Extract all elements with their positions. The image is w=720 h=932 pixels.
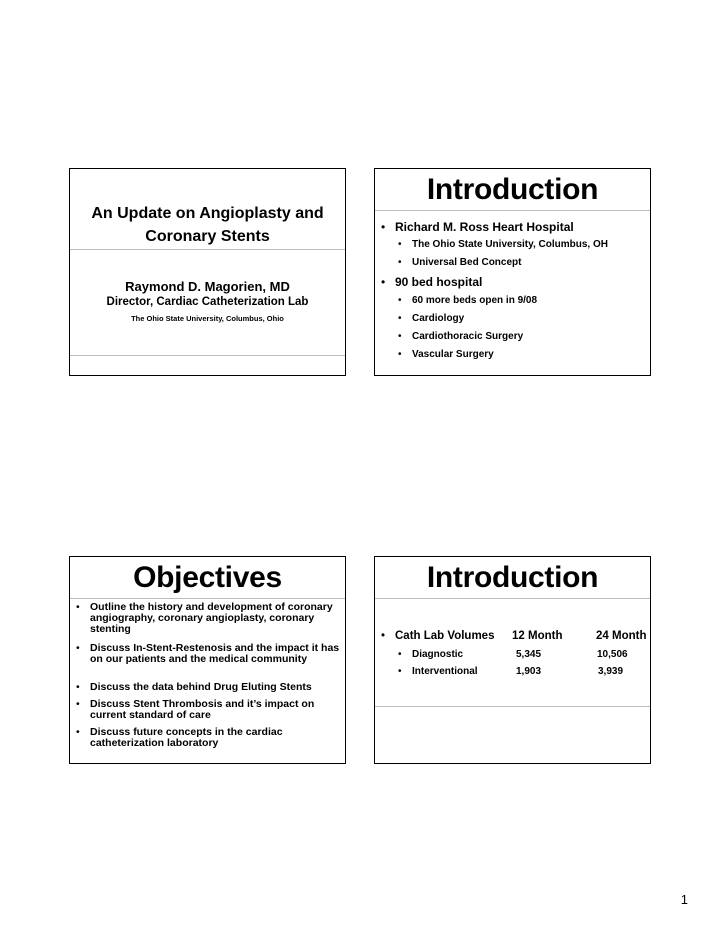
bullet-icon: • — [381, 630, 386, 642]
table-header-12-month: 12 Month — [512, 630, 563, 642]
table-cell: 5,345 — [516, 649, 542, 660]
slide-title — [69, 168, 346, 376]
bullet-icon: • — [398, 257, 402, 268]
author-affiliation: The Ohio State University, Columbus, Ohio — [131, 314, 284, 323]
bullet-icon: • — [76, 601, 80, 613]
slide-objectives — [69, 556, 346, 764]
list-item: • Discuss future concepts in the cardiac catheterization laboratory — [76, 726, 283, 749]
slide-introduction-1: Introduction • Richard M. Ross Heart Hospital • The Ohio State University, Columbus, OH • Universal Bed Concept • 90 bed hospital • 60 more beds open in 9/08 • Cardiology • Cardiothoracic Surgery • Vascular Surgery — [374, 168, 651, 376]
bullet-icon: • — [398, 349, 402, 360]
divider — [375, 210, 650, 211]
list-item: • Discuss In-Stent-Restenosis and the impact it has on our patients and the medical community — [76, 642, 340, 665]
bullet-icon: • — [398, 331, 402, 342]
slide-title-heading-line1: An Update on Angioplasty and — [91, 205, 324, 222]
slide-heading: Objectives — [133, 561, 282, 594]
bullet-icon: • — [76, 698, 80, 710]
slide-title-heading-line2: Coronary Stents — [145, 228, 270, 245]
divider — [70, 249, 345, 250]
page-number: 1 — [680, 892, 688, 907]
bullet-icon: • — [398, 239, 402, 250]
bullet-icon: • — [381, 220, 386, 234]
divider — [375, 598, 650, 599]
divider — [375, 706, 650, 707]
author-name: Raymond D. Magorien, MD — [125, 279, 290, 294]
bullet-icon: • — [76, 681, 80, 693]
bullet-icon: • — [398, 313, 402, 324]
bullet-icon: • — [381, 275, 386, 289]
table-header-24-month: 24 Month — [596, 630, 647, 642]
list-item: • Outline the history and development of coronary angiography, coronary angioplasty, coronary stenting — [76, 601, 333, 635]
divider — [70, 355, 345, 356]
list-item: • Discuss the data behind Drug Eluting Stents — [76, 681, 312, 693]
table-cell: 1,903 — [516, 666, 542, 677]
table-cell: 10,506 — [597, 649, 628, 660]
bullet-icon: • — [398, 295, 402, 306]
author-role: Director, Cardiac Catheterization Lab — [106, 296, 309, 308]
slide-introduction-2: Introduction • Cath Lab Volumes 12 Month 24 Month • Diagnostic 5,345 10,506 • Interventional 1,903 3,939 — [374, 556, 651, 764]
bullet-icon: • — [76, 642, 80, 654]
bullet-icon: • — [76, 726, 80, 738]
divider — [70, 598, 345, 599]
slide-heading: Introduction — [426, 173, 599, 206]
list-item: • Discuss Stent Thrombosis and it’s impact on current standard of care — [76, 698, 315, 721]
table-cell: 3,939 — [598, 666, 624, 677]
bullet-icon: • — [398, 649, 402, 660]
bullet-icon: • — [398, 666, 402, 677]
slide-heading: Introduction — [426, 561, 599, 594]
